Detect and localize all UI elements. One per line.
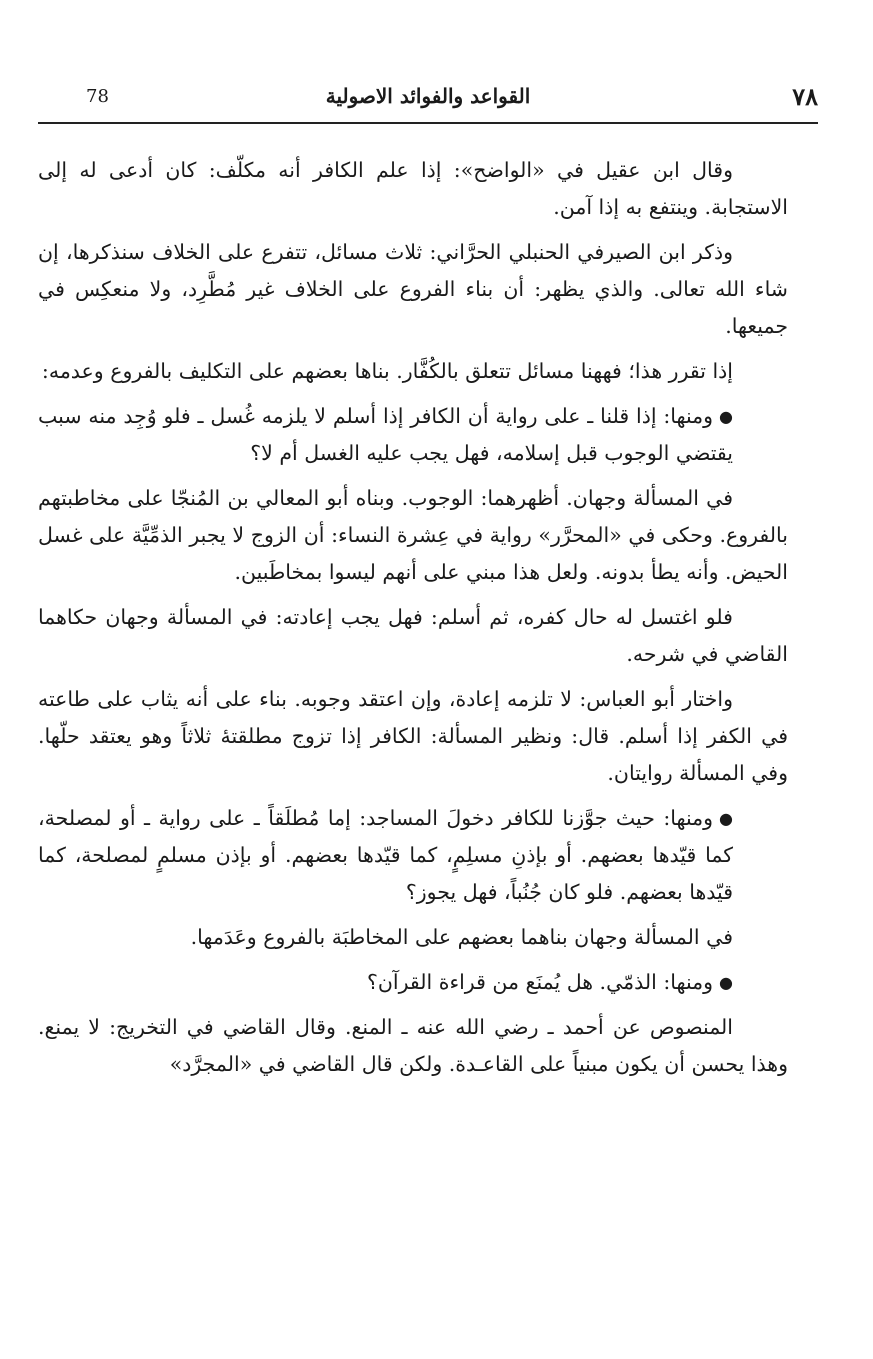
paragraph-text: ومنها: حيث جوَّزنا للكافر دخولَ المساجد: إما مُطلَقاً ـ على رواية ـ أو لمصلحة، كما قيّدها بعضهم. أو بإذنِ مسلِمٍ، كما قيّدها بعضهم. أو بإذن مسلمٍ لمصلحة، كما قيّدها بعضهم. فلو كان جُنُباً، فهل يجوز؟: [38, 806, 733, 904]
paragraph-text: المنصوص عن أحمد ـ رضي الله عنه ـ المنع. وقال القاضي في التخريج: لا يمنع. وهذا يحسن أن يكون مبنياً على القاعـدة. ولكن قال القاضي في «المجرَّد»: [38, 1015, 788, 1076]
paragraph-text: في المسألة وجهان. أظهرهما: الوجوب. وبناه أبو المعالي بن المُنجّا على مخاطبتهم بالفروع. وحكى في «المحرَّر» رواية في عِشرة النساء: أن الزوج لا يجبر الذمِّيَّة على غسل الحيض. وأنه يطأ بدونه. ولعل هذا مبني على أنهم ليسوا بمخاطَبين.: [38, 486, 788, 584]
paragraph-text: وقال ابن عقيل في «الواضح»: إذا علم الكافر أنه مكلّف: كان أدعى له إلى الاستجابة. وينتفع به إذا آمن.: [38, 158, 788, 219]
paragraph: [38, 234, 788, 345]
paragraph-text: في المسألة وجهان بناهما بعضهم على المخاطبَة بالفروع وعَدَمها.: [190, 925, 733, 949]
running-title: القواعد والفوائد الاصولية: [325, 84, 531, 108]
page-header: [38, 80, 818, 124]
paragraph: [38, 599, 788, 673]
bullet-paragraph: [38, 964, 788, 1001]
bullet-icon: ●: [719, 809, 733, 828]
paragraph: [38, 1009, 788, 1083]
page-number-latin: 78: [86, 86, 109, 107]
bullet-icon: ●: [719, 407, 733, 426]
paragraph-text: ومنها: إذا قلنا ـ على رواية أن الكافر إذا أسلم لا يلزمه غُسل ـ فلو وُجِد منه سبب يقتضي الوجوب قبل إسلامه، فهل يجب عليه الغسل أم لا؟: [38, 404, 733, 465]
paragraph-text: فلو اغتسل له حال كفره، ثم أسلم: فهل يجب إعادته: في المسألة وجهان حكاهما القاضي في شرحه.: [38, 605, 788, 666]
body-text: [38, 152, 788, 1091]
paragraph-text: ومنها: الذمّي. هل يُمنَع من قراءة القرآن؟: [366, 970, 714, 994]
page-number-arabic: ٧٨: [792, 82, 818, 111]
paragraph: [38, 681, 788, 792]
paragraph: [38, 480, 788, 591]
bullet-paragraph: [38, 398, 788, 472]
bullet-paragraph: [38, 800, 788, 911]
bullet-icon: ●: [719, 973, 733, 992]
paragraph: [38, 152, 788, 226]
paragraph: [38, 919, 788, 956]
paragraph-text: وذكر ابن الصيرفي الحنبلي الحرَّاني: ثلاث مسائل، تتفرع على الخلاف سنذكرها، إن شاء الله تعالى. والذي يظهر: أن بناء الفروع على الخلاف غير مُطَّرِد، ولا منعكِس في جميعها.: [38, 240, 788, 338]
paragraph-text: إذا تقرر هذا؛ فههنا مسائل تتعلق بالكُفَّار. بناها بعضهم على التكليف بالفروع وعدمه:: [41, 359, 733, 383]
paragraph-text: واختار أبو العباس: لا تلزمه إعادة، وإن اعتقد وجوبه. بناء على أنه يثاب على طاعته في الكفر إذا أسلم. قال: ونظير المسألة: الكافر إذا تزوج مطلقتهٔ ثلاثاً وهو يعتقد حلّها. وفي المسألة روايتان.: [38, 687, 788, 785]
paragraph: [38, 353, 788, 390]
